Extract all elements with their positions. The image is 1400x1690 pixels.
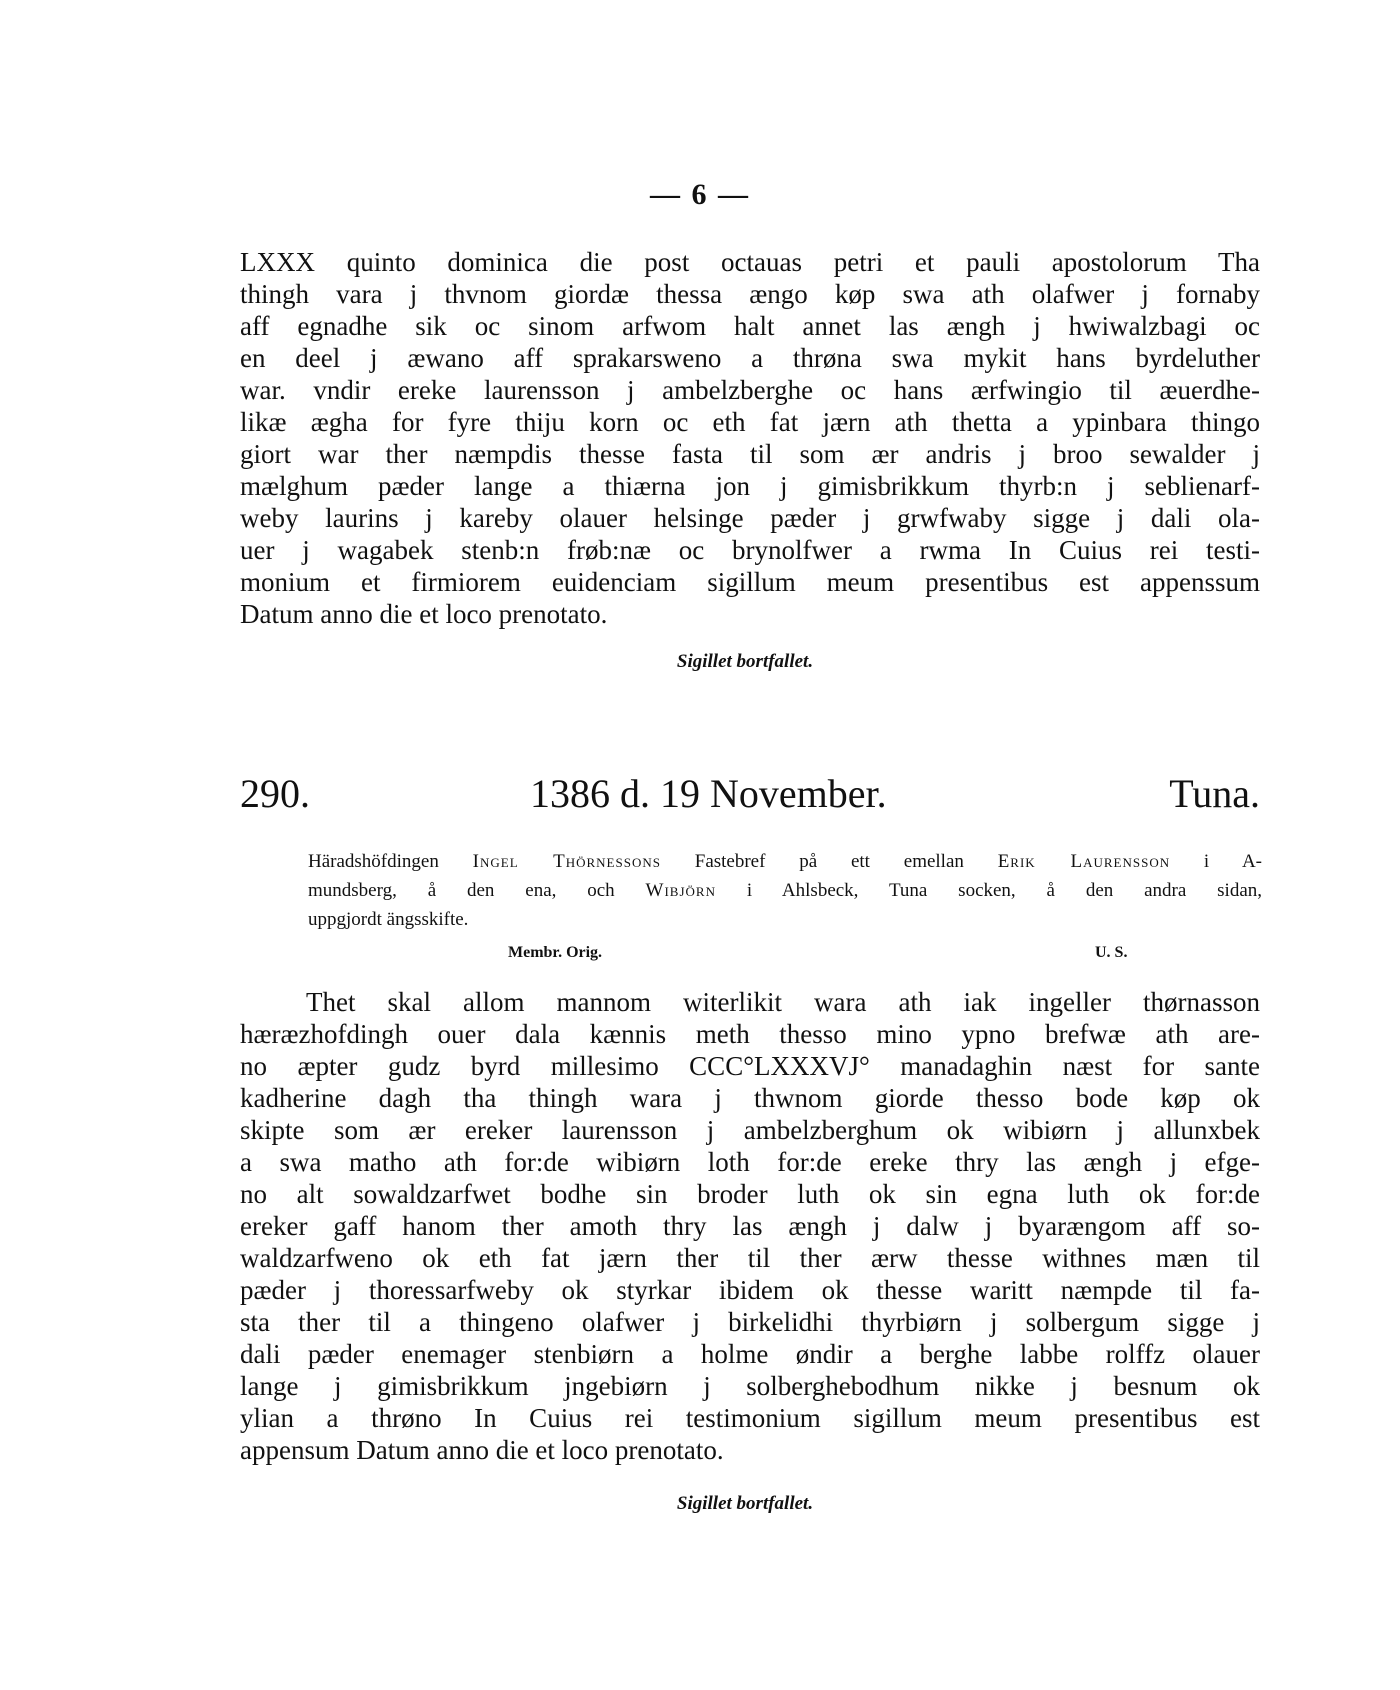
seal-mark: U. S. <box>1095 944 1128 961</box>
summary-text: i A- <box>1203 851 1262 872</box>
summary-text: Häradshöfdingen <box>308 851 439 872</box>
seal-note: Sigillet bortfallet. <box>676 1493 814 1514</box>
text-line: dali pæder enemager stenbiørn a holme øndir a berghe labbe rolffz olauer <box>240 1339 1260 1369</box>
summary-text: mundsberg, å den ena, och <box>308 880 615 901</box>
text-line: en deel j æwano aff sprakarsweno a thrøna swa mykit hans byrdeluther <box>240 343 1260 373</box>
text-line: lange j gimisbrikkum jngebiørn j solberghebodhum nikke j besnum ok <box>240 1371 1260 1401</box>
text-line: appensum Datum anno die et loco prenotato. <box>240 1435 724 1465</box>
text-line: Datum anno die et loco prenotato. <box>240 599 608 629</box>
summary-line <box>308 876 1262 905</box>
text-line: skipte som ær ereker laurensson j ambelzberghum ok wibiørn j allunxbek <box>240 1115 1260 1145</box>
text-line: kadherine dagh tha thingh wara j thwnom giorde thesso bode køp ok <box>240 1083 1260 1113</box>
text-line: likæ ægha for fyre thiju korn oc eth fat jærn ath thetta a ypinbara thingo <box>240 407 1260 437</box>
source-line <box>0 944 1400 968</box>
charter-heading <box>240 770 1260 820</box>
text-line: monium et firmiorem euidenciam sigillum meum presentibus est appenssum <box>240 567 1260 597</box>
person-name: Erik Laurensson <box>997 851 1171 872</box>
text-line: weby laurins j kareby olauer helsinge pæder j grwfwaby sigge j dali ola- <box>240 503 1260 533</box>
text-line: uer j wagabek stenb:n frøb:næ oc brynolfwer a rwma In Cuius rei testi- <box>240 535 1260 565</box>
summary-line <box>308 847 1262 876</box>
charter-date: 1386 d. 19 November. <box>530 771 887 816</box>
text-line: a swa matho ath for:de wibiørn loth for:de ereke thry las ængh j efge- <box>240 1147 1260 1177</box>
text-line: thingh vara j thvnom giordæ thessa ængo køp swa ath olafwer j fornaby <box>240 279 1260 309</box>
text-line: LXXX quinto dominica die post octauas petri et pauli apostolorum Tha <box>240 247 1260 277</box>
person-name: Wibjörn <box>645 880 716 901</box>
source-note: Membr. Orig. <box>508 944 603 961</box>
text-line: war. vndir ereke laurensson j ambelzberghe oc hans ærfwingio til æuerdhe- <box>240 375 1260 405</box>
seal-note: Sigillet bortfallet. <box>676 651 814 672</box>
text-line: aff egnadhe sik oc sinom arfwom halt annet las ængh j hwiwalzbagi oc <box>240 311 1260 341</box>
summary-text: i Ahlsbeck, Tuna socken, å den andra sidan, <box>746 880 1263 901</box>
summary-text: Fastebref på ett emellan <box>694 851 964 872</box>
text-line: pæder j thoressarfweby ok styrkar ibidem ok thesse waritt næmpde til fa- <box>240 1275 1260 1305</box>
summary-line: uppgjordt ängsskifte. <box>308 909 469 930</box>
text-line-content: Thet skal allom mannom witerlikit wara ath iak ingeller thørnasson <box>306 987 1260 1017</box>
charter-number: 290. <box>240 771 310 816</box>
page-number: — 6 — <box>650 178 750 211</box>
text-line: no æpter gudz byrd millesimo CCC°LXXXVJ° manadaghin næst for sante <box>240 1051 1260 1081</box>
text-line: no alt sowaldzarfwet bodhe sin broder luth ok sin egna luth ok for:de <box>240 1179 1260 1209</box>
text-line: waldzarfweno ok eth fat jærn ther til ther ærw thesse withnes mæn til <box>240 1243 1260 1273</box>
text-line: hæræzhofdingh ouer dala kænnis meth thesso mino ypno brefwæ ath are- <box>240 1019 1260 1049</box>
text-line: sta ther til a thingeno olafwer j birkelidhi thyrbiørn j solbergum sigge j <box>240 1307 1260 1337</box>
text-line <box>240 986 1260 1018</box>
text-line: ereker gaff hanom ther amoth thry las ængh j dalw j byarængom aff so- <box>240 1211 1260 1241</box>
document-1-text <box>240 246 1260 630</box>
charter-summary <box>308 847 1262 934</box>
charter-place: Tuna. <box>1169 771 1260 816</box>
text-line: mælghum pæder lange a thiærna jon j gimisbrikkum thyrb:n j seblienarf- <box>240 471 1260 501</box>
text-line: ylian a thrøno In Cuius rei testimonium sigillum meum presentibus est <box>240 1403 1260 1433</box>
document-2-text <box>240 986 1260 1466</box>
person-name: Ingel Thörnessons <box>472 851 661 872</box>
text-line: giort war ther næmpdis thesse fasta til som ær andris j broo sewalder j <box>240 439 1260 469</box>
